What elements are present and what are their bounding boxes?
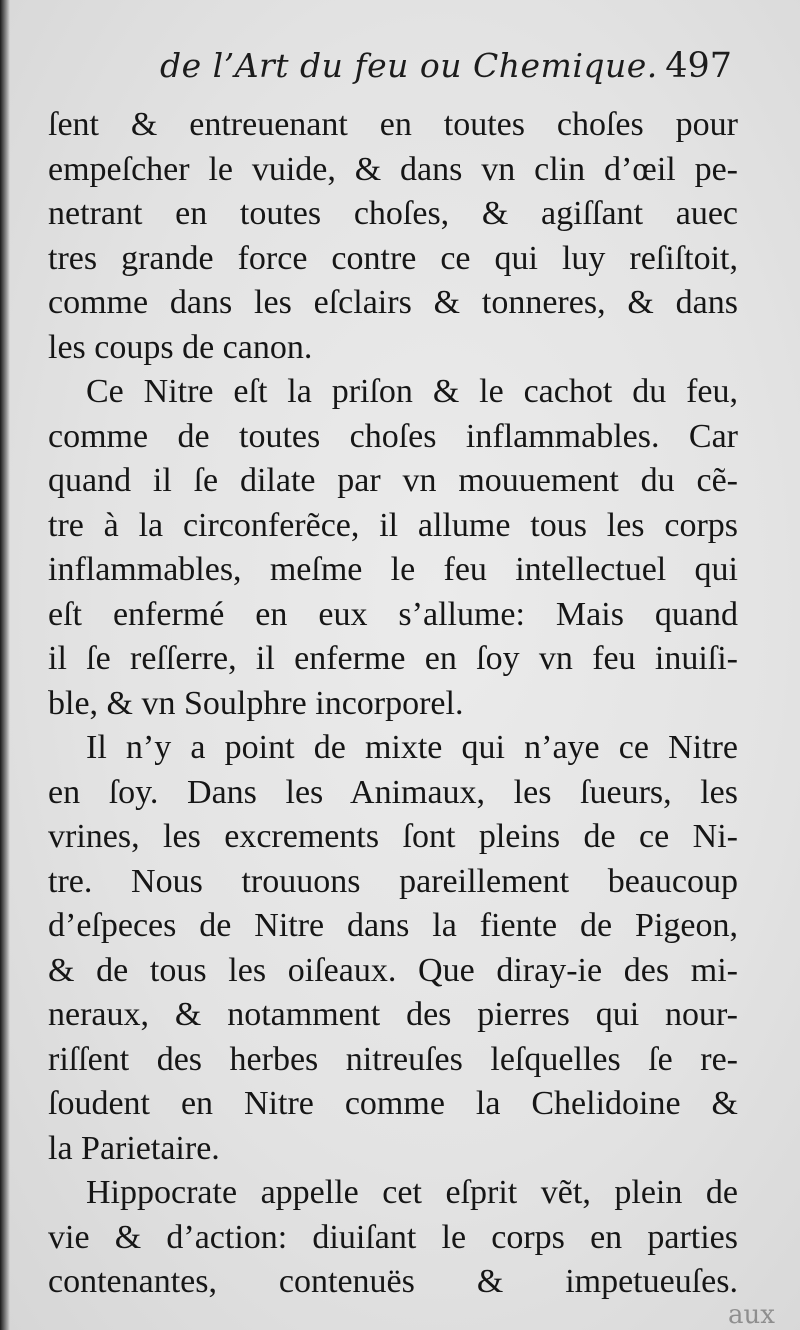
text-line: en ſoy. Dans les Animaux, les ſueurs, les bbox=[48, 773, 738, 811]
paragraph-first-line: Hippocrate appelle cet eſprit vẽt, plein de bbox=[86, 1174, 738, 1211]
text-line: tre. Nous trouuons pareillement beaucoup bbox=[48, 862, 738, 900]
body-text bbox=[48, 103, 738, 1305]
text-line: contenantes, contenuës & impetueuſes. bbox=[48, 1263, 738, 1300]
text-line: riſſent des herbes nitreuſes leſquelles ſe re- bbox=[48, 1040, 738, 1078]
text-line: ſoudent en Nitre comme la Chelidoine & bbox=[48, 1085, 738, 1122]
running-head-title: de l’Art du feu ou Chemique. bbox=[160, 46, 658, 85]
page-edge-shadow bbox=[0, 0, 10, 1330]
text-line: les coups de canon. bbox=[48, 328, 313, 366]
running-head bbox=[160, 40, 740, 90]
text-line: vie & d’action: diuiſant le corps en parties bbox=[48, 1218, 738, 1256]
text-line: empeſcher le vuide, & dans vn clin d’œil pe- bbox=[48, 150, 738, 188]
text-line: quand il ſe dilate par vn mouuement du cẽ- bbox=[48, 462, 738, 499]
paragraph-first-line: Il n’y a point de mixte qui n’aye ce Nitre bbox=[86, 729, 738, 766]
text-line: tre à la circonferẽce, il allume tous les corps bbox=[48, 506, 738, 544]
text-line: d’eſpeces de Nitre dans la fiente de Pigeon, bbox=[48, 907, 738, 944]
text-line: comme dans les eſclairs & tonneres, & dans bbox=[48, 284, 738, 321]
text-line: il ſe reſſerre, il enferme en ſoy vn feu inuiſi- bbox=[48, 640, 738, 677]
catchword-fragment: aux bbox=[728, 1300, 775, 1330]
text-line: tres grande force contre ce qui luy reſiſtoit, bbox=[48, 239, 738, 277]
text-line: comme de toutes choſes inflammables. Car bbox=[48, 417, 738, 455]
page-number: 497 bbox=[665, 46, 732, 86]
text-line: eſt enfermé en eux s’allume: Mais quand bbox=[48, 595, 738, 633]
text-line: netrant en toutes choſes, & agiſſant auec bbox=[48, 195, 738, 232]
text-line: neraux, & notamment des pierres qui nour- bbox=[48, 996, 738, 1033]
text-line: ſent & entreuenant en toutes choſes pour bbox=[48, 106, 738, 143]
text-line: & de tous les oiſeaux. Que diray-ie des mi- bbox=[48, 951, 738, 989]
text-line: vrines, les excrements ſont pleins de ce Ni- bbox=[48, 818, 738, 855]
paragraph-first-line: Ce Nitre eſt la priſon & le cachot du feu, bbox=[86, 373, 738, 410]
text-line: ble, & vn Soulphre incorporel. bbox=[48, 684, 464, 722]
text-line: la Parietaire. bbox=[48, 1129, 220, 1167]
text-line: inflammables, meſme le feu intellectuel qui bbox=[48, 551, 738, 588]
